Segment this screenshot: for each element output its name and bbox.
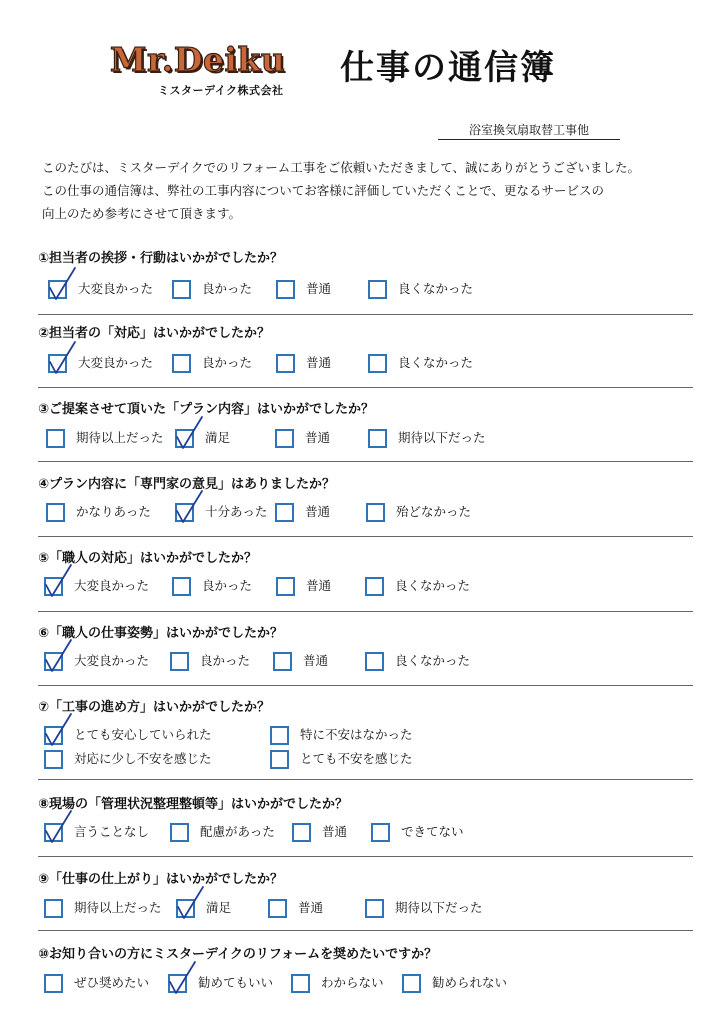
intro-line: このたびは、ミスターデイクでのリフォーム工事をご依頼いただきまして、誠にありがとうございました。 — [42, 160, 641, 175]
option-label: 普通 — [298, 900, 324, 915]
checkbox[interactable] — [172, 280, 191, 299]
checkmark-icon — [167, 962, 197, 996]
option-label: 良くなかった — [398, 281, 474, 296]
option-label: かなりあった — [76, 504, 151, 519]
intro-line: 向上のため参考にさせて頂きます。 — [42, 206, 242, 221]
option-label: 特に不安はなかった — [300, 727, 413, 742]
option-label: 十分あった — [205, 504, 268, 519]
section-divider — [38, 461, 693, 462]
checkbox[interactable] — [273, 652, 292, 671]
option-label: 期待以下だった — [398, 430, 486, 445]
checkmark-icon — [175, 887, 205, 921]
company-name: ミスターデイク株式会社 — [158, 84, 284, 97]
company-logo: Mr.Deiku — [110, 40, 286, 79]
checkbox[interactable] — [44, 750, 63, 769]
question-title: ⑥「職人の仕事姿勢」はいかがでしたか？ — [38, 626, 284, 641]
checkbox[interactable] — [268, 899, 287, 918]
option-label: わからない — [321, 975, 384, 990]
checkbox[interactable] — [172, 577, 191, 596]
intro-paragraph — [42, 156, 682, 225]
option-label: 対応に少し不安を感じた — [74, 751, 212, 766]
option-label: 普通 — [305, 430, 331, 445]
option-label: 普通 — [305, 504, 331, 519]
checkbox[interactable] — [44, 726, 63, 745]
intro-line: この仕事の通信簿は、弊社の工事内容についてお客様に評価していただくことで、更なるサービスの — [42, 183, 605, 198]
option-label: 良くなかった — [395, 578, 471, 593]
option-label: 配慮があった — [200, 824, 275, 839]
checkbox[interactable] — [276, 280, 295, 299]
checkbox[interactable] — [44, 899, 63, 918]
section-divider — [38, 387, 693, 388]
checkbox[interactable] — [365, 577, 384, 596]
question-title: ⑩お知り合いの方にミスターデイクのリフォームを奨めたいですか？ — [38, 947, 438, 962]
question-title: ⑤「職人の対応」はいかがでしたか？ — [38, 551, 258, 566]
section-divider — [38, 856, 693, 857]
checkbox[interactable] — [175, 429, 194, 448]
checkbox[interactable] — [368, 429, 387, 448]
option-label: 言うことなし — [74, 824, 150, 839]
project-name: 浴室換気扇取替工事他 — [438, 121, 620, 140]
section-divider — [38, 685, 693, 686]
checkmark-icon — [47, 342, 77, 376]
option-label: とても安心していられた — [74, 727, 212, 742]
section-divider — [38, 314, 693, 315]
checkmark-icon — [174, 491, 204, 525]
option-label: 良かった — [202, 281, 253, 296]
option-label: 良くなかった — [395, 653, 471, 668]
option-label: 殆どなかった — [396, 504, 472, 519]
checkbox[interactable] — [276, 354, 295, 373]
option-label: できてない — [401, 824, 464, 839]
page-title: 仕事の通信簿 — [340, 48, 556, 88]
checkbox[interactable] — [46, 429, 65, 448]
option-label: 満足 — [205, 430, 231, 445]
question-title: ⑨「仕事の仕上がり」はいかがでしたか？ — [38, 872, 284, 887]
option-label: 期待以上だった — [74, 900, 162, 915]
option-label: ぜひ奨めたい — [74, 975, 150, 990]
option-label: 勧められない — [432, 975, 508, 990]
option-label: 良かった — [200, 653, 251, 668]
checkbox[interactable] — [371, 823, 390, 842]
option-label: 普通 — [306, 355, 332, 370]
checkbox[interactable] — [46, 503, 65, 522]
option-label: 期待以上だった — [76, 430, 164, 445]
checkbox[interactable] — [270, 750, 289, 769]
option-label: とても不安を感じた — [300, 751, 413, 766]
section-divider — [38, 536, 693, 537]
checkbox[interactable] — [44, 823, 63, 842]
option-label: 普通 — [306, 578, 332, 593]
checkbox[interactable] — [168, 974, 187, 993]
option-label: 良かった — [202, 355, 253, 370]
option-label: 期待以下だった — [395, 900, 483, 915]
checkbox[interactable] — [292, 823, 311, 842]
checkbox[interactable] — [366, 503, 385, 522]
checkmark-icon — [43, 640, 73, 674]
question-title: ③ご提案させて頂いた「プラン内容」はいかがでしたか？ — [38, 402, 375, 417]
option-label: 勧めてもいい — [198, 975, 274, 990]
option-label: 良くなかった — [398, 355, 474, 370]
checkmark-icon — [43, 714, 73, 748]
question-title: ⑦「工事の進め方」はいかがでしたか？ — [38, 700, 271, 715]
checkbox[interactable] — [176, 899, 195, 918]
checkbox[interactable] — [275, 429, 294, 448]
checkbox[interactable] — [368, 280, 387, 299]
question-title: ⑧現場の「管理状況整理整頓等」はいかがでしたか？ — [38, 797, 349, 812]
checkbox[interactable] — [48, 280, 67, 299]
checkmark-icon — [43, 811, 73, 845]
checkbox[interactable] — [275, 503, 294, 522]
checkbox[interactable] — [48, 354, 67, 373]
question-title: ①担当者の挨拶・行動はいかがでしたか？ — [38, 251, 284, 266]
section-divider — [38, 779, 693, 780]
option-label: 大変良かった — [78, 355, 154, 370]
checkbox[interactable] — [172, 354, 191, 373]
checkbox[interactable] — [170, 652, 189, 671]
option-label: 普通 — [303, 653, 329, 668]
question-title: ④プラン内容に「専門家の意見」はありましたか？ — [38, 477, 336, 492]
checkbox[interactable] — [44, 652, 63, 671]
option-label: 大変良かった — [74, 653, 150, 668]
checkmark-icon — [174, 417, 204, 451]
option-label: 満足 — [206, 900, 232, 915]
checkbox[interactable] — [44, 577, 63, 596]
checkbox[interactable] — [402, 974, 421, 993]
checkbox[interactable] — [291, 974, 310, 993]
section-divider — [38, 930, 693, 931]
checkbox[interactable] — [368, 354, 387, 373]
option-label: 大変良かった — [74, 578, 150, 593]
option-label: 良かった — [202, 578, 253, 593]
checkmark-icon — [47, 268, 77, 302]
option-label: 普通 — [306, 281, 332, 296]
section-divider — [38, 611, 693, 612]
checkbox[interactable] — [365, 652, 384, 671]
checkbox[interactable] — [44, 974, 63, 993]
checkbox[interactable] — [270, 726, 289, 745]
checkbox[interactable] — [365, 899, 384, 918]
question-title: ②担当者の「対応」はいかがでしたか？ — [38, 326, 271, 341]
checkbox[interactable] — [175, 503, 194, 522]
checkbox[interactable] — [276, 577, 295, 596]
checkbox[interactable] — [170, 823, 189, 842]
checkmark-icon — [43, 565, 73, 599]
option-label: 普通 — [322, 824, 348, 839]
option-label: 大変良かった — [78, 281, 154, 296]
